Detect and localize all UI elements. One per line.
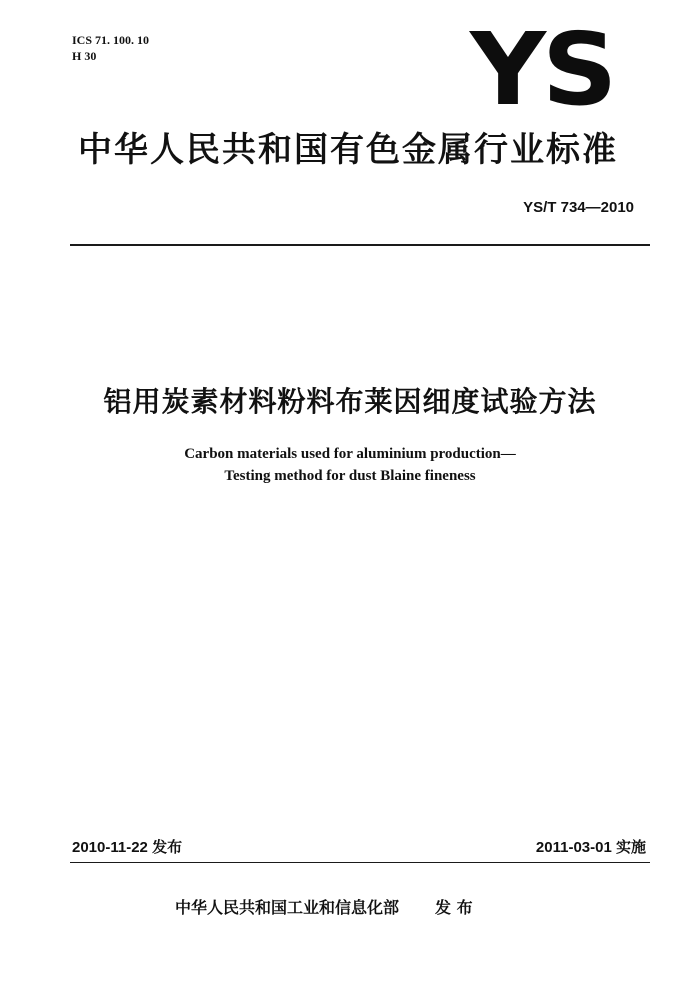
document-title-chinese: 铝用炭素材料粉料布莱因细度试验方法 xyxy=(103,385,597,418)
implementation-date: 2011-03-01 实施 xyxy=(535,839,646,856)
document-title-english xyxy=(0,443,700,487)
standard-number: YS/T 734—2010 xyxy=(523,199,634,216)
classification-codes xyxy=(72,32,149,64)
header-divider xyxy=(70,244,650,246)
english-title-line-2: Testing method for dust Blaine fineness xyxy=(224,468,476,484)
footer-divider xyxy=(70,862,650,863)
ys-logo: YS xyxy=(470,11,614,128)
issuing-authority: 中华人民共和国工业和信息化部 xyxy=(175,898,400,917)
issue-date: 2010-11-22 发布 xyxy=(72,839,183,856)
english-title-line-1: Carbon materials used for aluminium production— xyxy=(184,446,516,462)
standard-category-title: 中华人民共和国有色金属行业标准 xyxy=(78,130,618,170)
publisher-line xyxy=(175,897,473,919)
ics-code: ICS 71. 100. 10 xyxy=(72,33,150,47)
ccs-code: H 30 xyxy=(72,49,97,63)
issue-label: 发 布 xyxy=(435,898,473,917)
